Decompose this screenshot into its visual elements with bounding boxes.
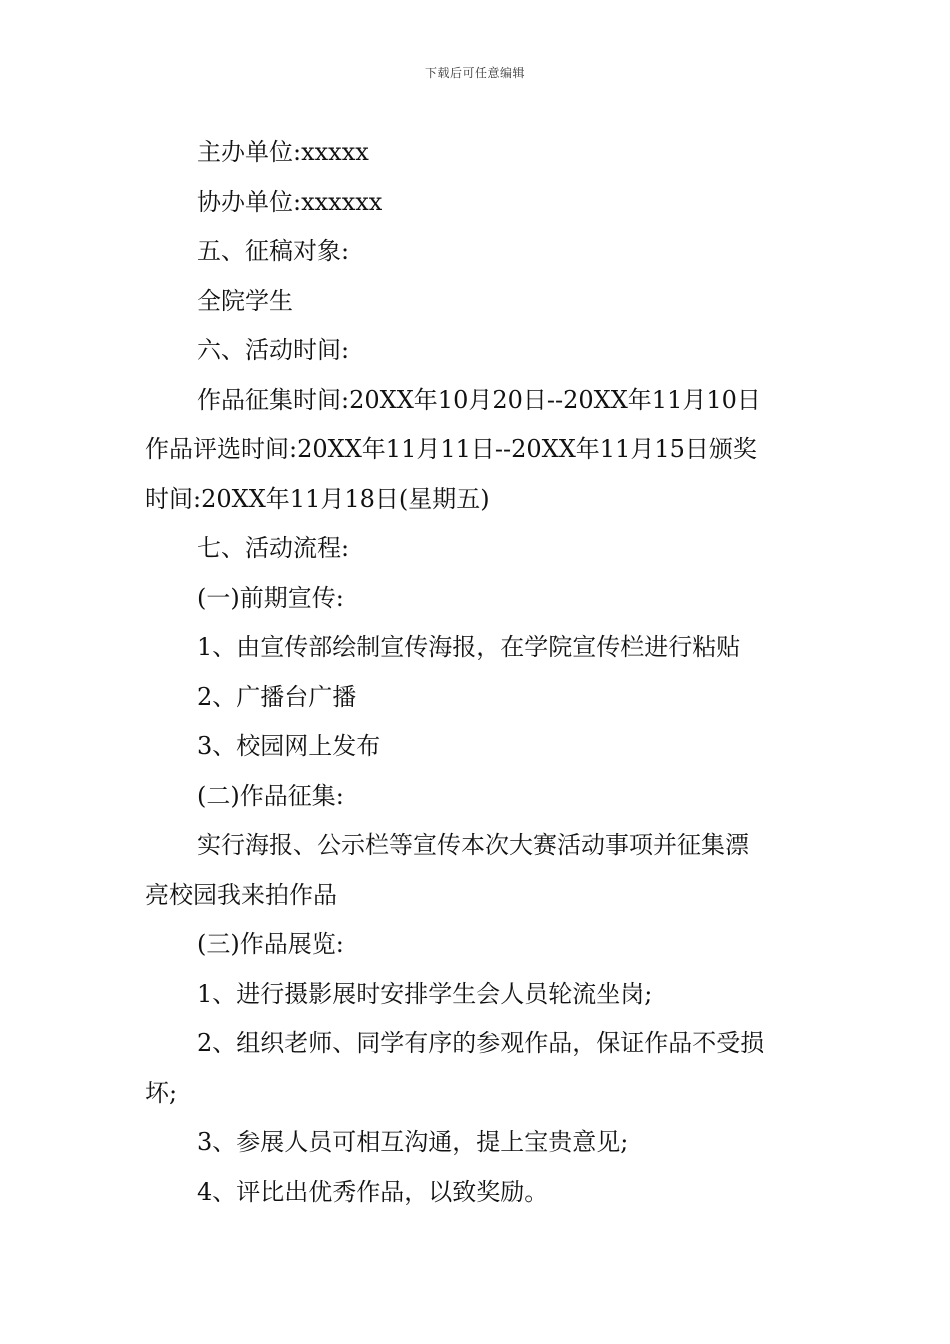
- subsection-heading-collection: (二)作品征集:: [197, 781, 344, 810]
- text-line-organizer: 主办单位:xxxxx: [197, 138, 369, 166]
- list-item-promotion-3: 3、校园网上发布: [197, 732, 381, 760]
- text-line-co-organizer: 协办单位:xxxxxx: [197, 187, 383, 216]
- text-line-participants: 全院学生: [197, 286, 293, 315]
- section-heading-participants: 五、征稿对象:: [197, 237, 350, 265]
- list-item-exhibition-2-continued: 坏;: [145, 1078, 178, 1107]
- list-item-promotion-2: 2、广播台广播: [197, 682, 357, 711]
- list-item-exhibition-4: 4、评比出优秀作品，以致奖励。: [197, 1177, 549, 1206]
- list-item-promotion-1: 1、由宣传部绘制宣传海报，在学院宣传栏进行粘贴: [197, 633, 741, 661]
- paragraph-collection-line-2: 亮校园我来拍作品: [145, 880, 337, 909]
- section-heading-schedule: 六、活动时间:: [197, 336, 350, 364]
- subsection-heading-promotion: (一)前期宣传:: [197, 583, 344, 612]
- document-body: [145, 128, 810, 1217]
- paragraph-collection-line-1: 实行海报、公示栏等宣传本次大赛活动事项并征集漂: [197, 831, 749, 859]
- page-header: 下载后可任意编辑: [424, 66, 525, 80]
- text-line-award-date: 时间:20XX年11月18日(星期五): [145, 484, 490, 513]
- section-heading-process: 七、活动流程:: [197, 534, 350, 562]
- list-item-exhibition-3: 3、参展人员可相互沟通，提上宝贵意见;: [197, 1128, 629, 1156]
- text-line-collection-period: 作品征集时间:20XX年10月20日--20XX年11月10日: [197, 385, 761, 414]
- list-item-exhibition-1: 1、进行摄影展时安排学生会人员轮流坐岗;: [197, 979, 653, 1008]
- subsection-heading-exhibition: (三)作品展览:: [197, 930, 344, 958]
- text-line-judging-period: 作品评选时间:20XX年11月11日--20XX年11月15日颁奖: [145, 435, 757, 463]
- list-item-exhibition-2: 2、组织老师、同学有序的参观作品，保证作品不受损: [197, 1029, 765, 1057]
